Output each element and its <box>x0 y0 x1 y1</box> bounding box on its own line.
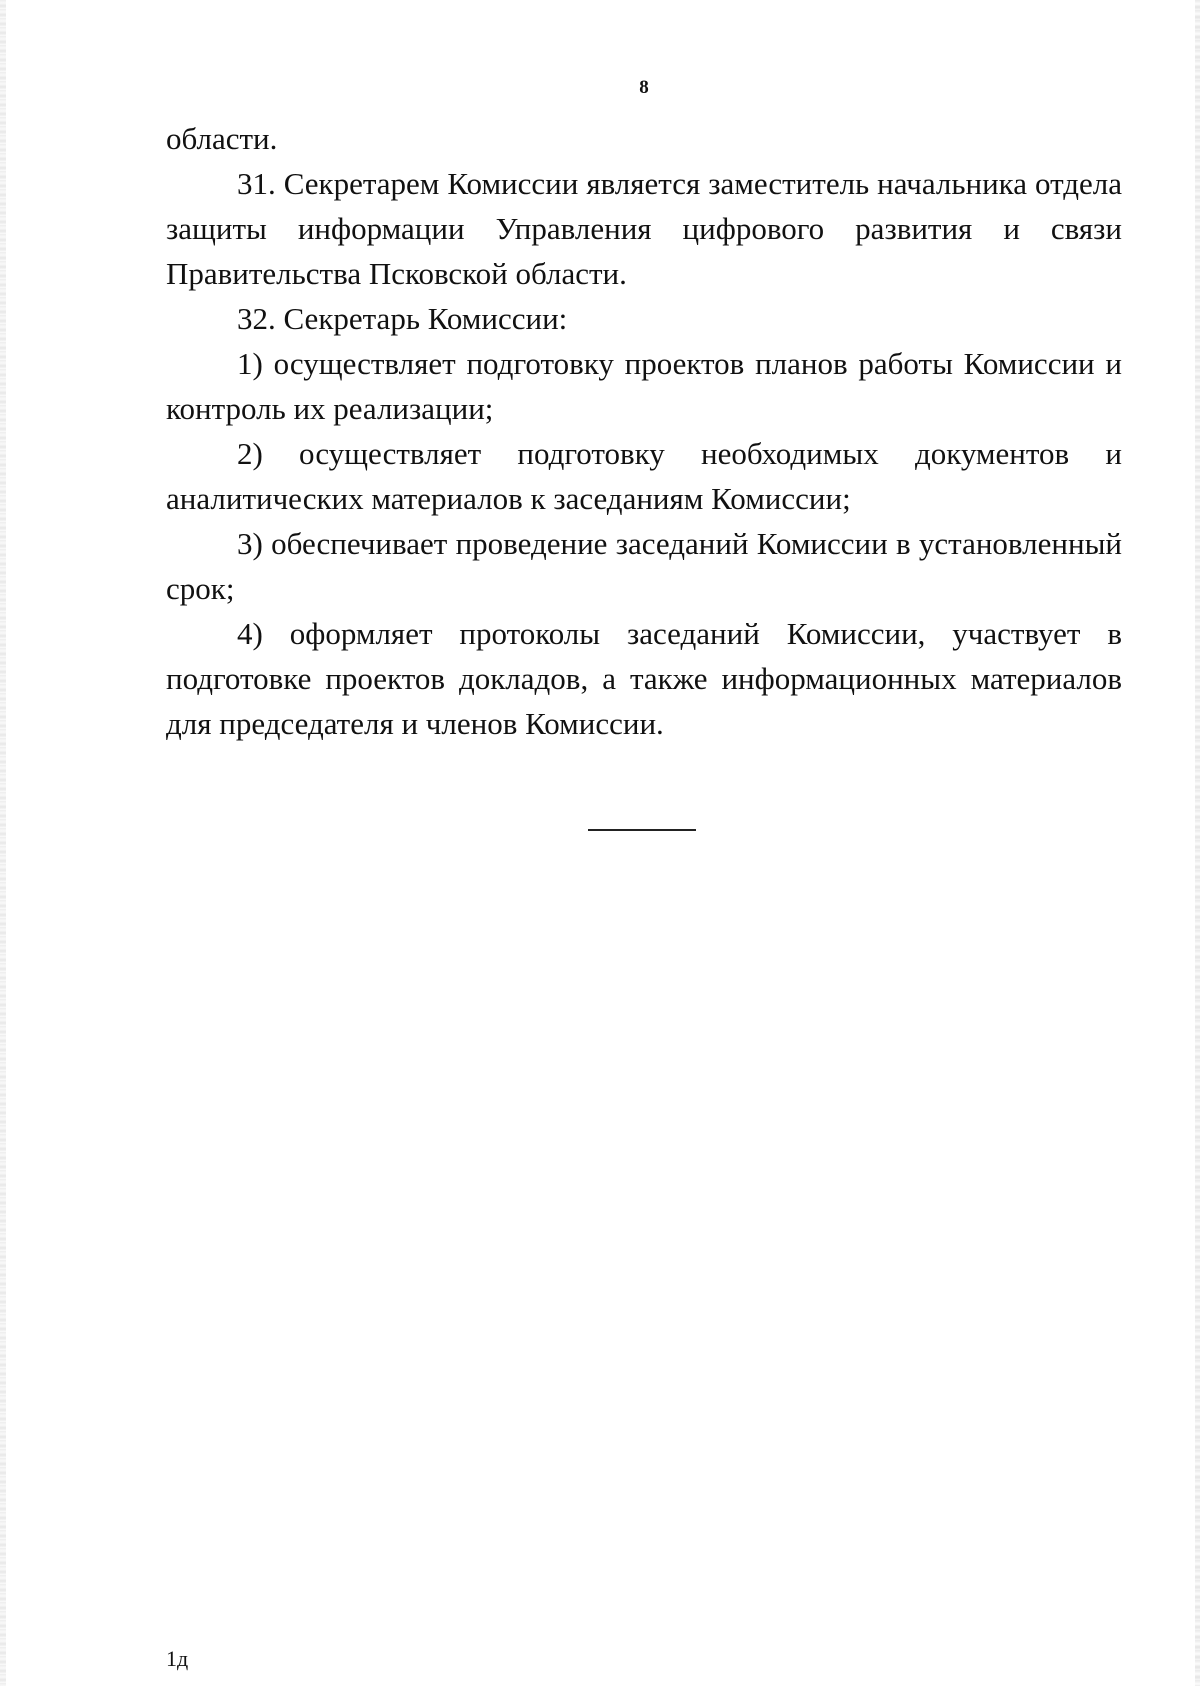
scan-edge-left <box>0 0 6 1686</box>
paragraph-item-32: 32. Секретарь Комиссии: <box>237 301 568 336</box>
paragraph-item-31: 31. Секретарем Комиссии является заместитель начальника отдела защиты информации Управления цифрового развития и связи Правительства Псковской области. <box>166 166 1122 291</box>
list-item-2: 2) осуществляет подготовку необходимых документов и аналитических материалов к заседаниям Комиссии; <box>166 436 1122 516</box>
paragraph-continuation: области. <box>166 121 278 156</box>
end-of-document-rule <box>588 829 696 831</box>
scan-edge-right <box>1195 0 1200 1686</box>
document-body <box>166 116 1122 746</box>
list-item-4: 4) оформляет протоколы заседаний Комиссии, участвует в подготовке проектов докладов, а также информационных материалов для председателя и членов Комиссии. <box>166 616 1122 741</box>
page-number: 8 <box>639 77 649 98</box>
list-item-1: 1) осуществляет подготовку проектов планов работы Комиссии и контроль их реализации; <box>166 346 1122 426</box>
footer-code: 1д <box>166 1646 189 1671</box>
list-item-3: 3) обеспечивает проведение заседаний Комиссии в установленный срок; <box>166 526 1122 606</box>
